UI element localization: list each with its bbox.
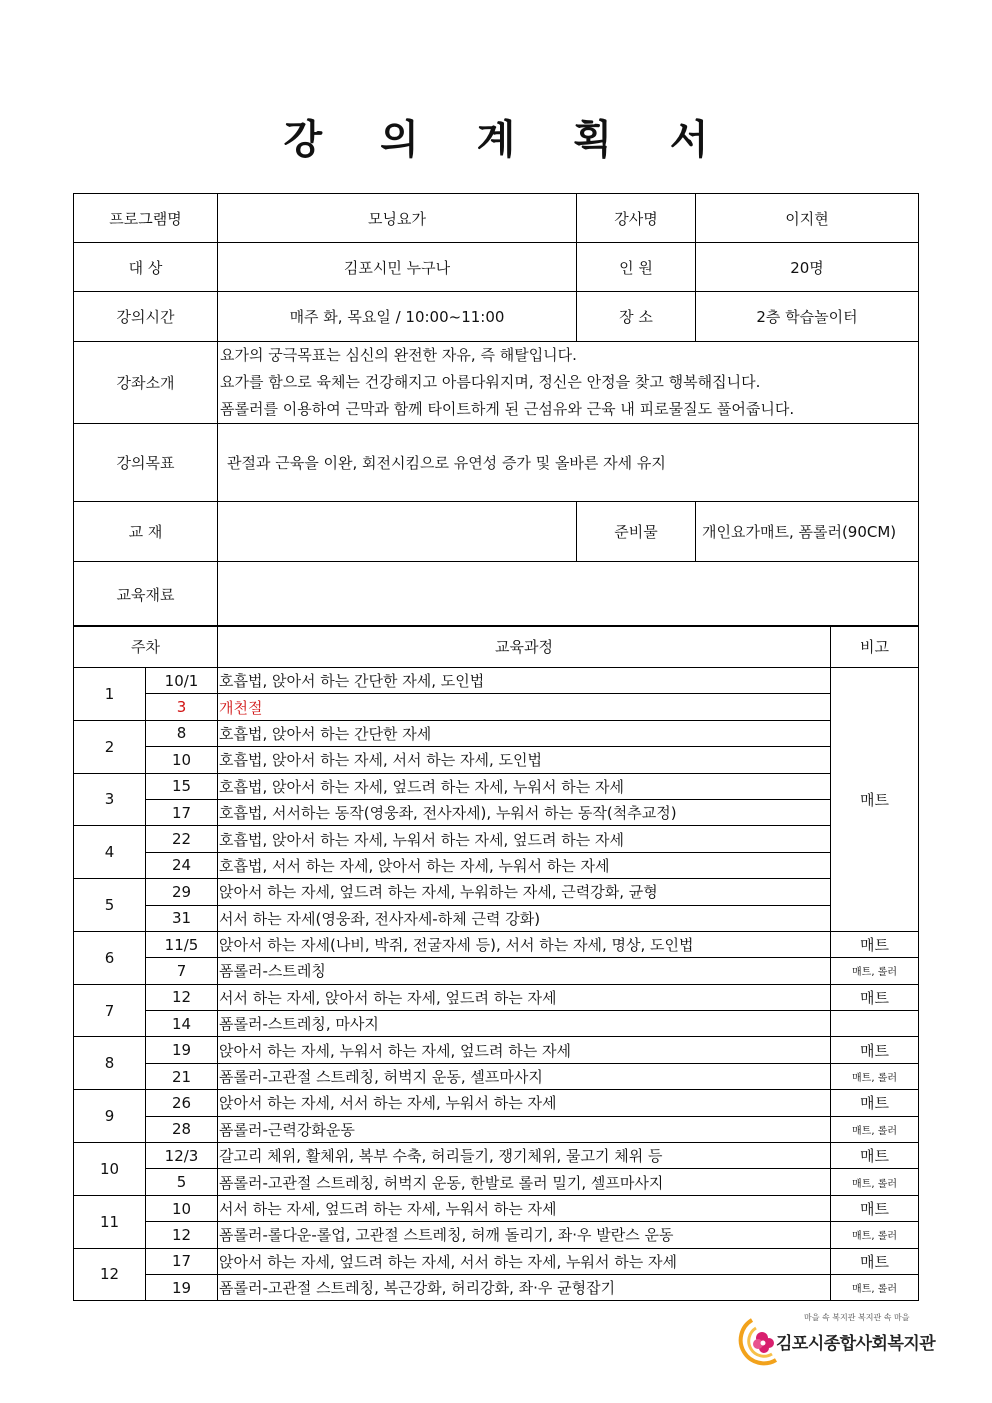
session-content: 폼롤러-고관절 스트레칭, 복근강화, 허리강화, 좌·우 균형잡기 xyxy=(218,1274,831,1300)
week-header: 주차 xyxy=(74,626,218,668)
session-content: 서서 하는 자세(영웅좌, 전사자세-하체 근력 강화) xyxy=(218,905,831,931)
place-value: 2층 학습놀이터 xyxy=(696,292,919,342)
session-content: 폼롤러-근력강화운동 xyxy=(218,1116,831,1142)
session-content: 호흡법, 앉아서 하는 자세, 서서 하는 자세, 도인법 xyxy=(218,747,831,773)
session-content: 앉아서 하는 자세, 서서 하는 자세, 누워서 하는 자세 xyxy=(218,1090,831,1116)
session-content: 호흡법, 앉아서 하는 간단한 자세 xyxy=(218,720,831,746)
week-number: 10 xyxy=(74,1143,146,1196)
note-header: 비고 xyxy=(831,626,919,668)
session-note: 매트 xyxy=(831,668,919,932)
session-date: 7 xyxy=(146,958,218,984)
session-date: 12 xyxy=(146,1222,218,1248)
session-note: 매트 xyxy=(831,931,919,957)
target-value: 김포시민 누구나 xyxy=(218,243,577,292)
session-date: 29 xyxy=(146,879,218,905)
session-note: 매트 xyxy=(831,1195,919,1221)
page-title: 강 의 계 획 서 xyxy=(283,117,731,163)
session-date: 12/3 xyxy=(146,1143,218,1169)
intro-line: 요가의 궁극목표는 심신의 완전한 자유, 즉 해탈입니다. xyxy=(220,346,577,364)
session-date: 17 xyxy=(146,1248,218,1274)
session-date: 10 xyxy=(146,1195,218,1221)
week-number: 2 xyxy=(74,720,146,773)
session-date: 31 xyxy=(146,905,218,931)
session-content: 폼롤러-고관절 스트레칭, 허벅지 운동, 한발로 롤러 밀기, 셀프마사지 xyxy=(218,1169,831,1195)
session-content: 호흡법, 앉아서 하는 자세, 누워서 하는 자세, 엎드려 하는 자세 xyxy=(218,826,831,852)
place-label: 장 소 xyxy=(577,292,696,342)
session-date: 17 xyxy=(146,799,218,825)
session-note: 매트 xyxy=(831,1090,919,1116)
week-number: 8 xyxy=(74,1037,146,1090)
session-content: 앉아서 하는 자세, 누워서 하는 자세, 엎드려 하는 자세 xyxy=(218,1037,831,1063)
session-date: 19 xyxy=(146,1037,218,1063)
session-date: 14 xyxy=(146,1011,218,1037)
goal-label: 강의목표 xyxy=(74,424,218,502)
week-number: 6 xyxy=(74,931,146,984)
intro-line: 폼롤러를 이용하여 근막과 함께 타이트하게 된 근섬유와 근육 내 피로물질도 풀어줍니다. xyxy=(220,400,795,418)
week-number: 12 xyxy=(74,1248,146,1301)
session-note: 매트 xyxy=(831,1143,919,1169)
session-content: 호흡법, 앉아서 하는 자세, 엎드려 하는 자세, 누워서 하는 자세 xyxy=(218,773,831,799)
session-content: 앉아서 하는 자세(나비, 박쥐, 전굴자세 등), 서서 하는 자세, 명상, 도인법 xyxy=(218,931,831,957)
session-note: 매트, 롤러 xyxy=(831,1116,919,1142)
instructor-value: 이지현 xyxy=(696,194,919,243)
session-date: 15 xyxy=(146,773,218,799)
session-content: 갈고리 체위, 활체위, 복부 수축, 허리들기, 쟁기체위, 물고기 체위 등 xyxy=(218,1143,831,1169)
session-content: 개천절 xyxy=(218,694,831,720)
session-note xyxy=(831,1011,919,1037)
materials-label: 교육재료 xyxy=(74,562,218,627)
session-date: 10 xyxy=(146,747,218,773)
session-date: 24 xyxy=(146,852,218,878)
week-number: 9 xyxy=(74,1090,146,1143)
session-date: 21 xyxy=(146,1063,218,1089)
session-content: 앉아서 하는 자세, 엎드려 하는 자세, 누워하는 자세, 근력강화, 균형 xyxy=(218,879,831,905)
session-note: 매트, 롤러 xyxy=(831,1169,919,1195)
session-date: 3 xyxy=(146,694,218,720)
capacity-label: 인 원 xyxy=(577,243,696,292)
session-note: 매트 xyxy=(831,1037,919,1063)
schedule-table xyxy=(73,625,919,1301)
session-content: 호흡법, 서서하는 동작(영웅좌, 전사자세), 누워서 하는 동작(척추교정) xyxy=(218,799,831,825)
supplies-label: 준비물 xyxy=(577,502,696,562)
session-note: 매트, 롤러 xyxy=(831,958,919,984)
capacity-value: 20명 xyxy=(696,243,919,292)
intro-text xyxy=(218,342,919,424)
time-label: 강의시간 xyxy=(74,292,218,342)
session-content: 서서 하는 자세, 엎드려 하는 자세, 누워서 하는 자세 xyxy=(218,1195,831,1221)
week-number: 5 xyxy=(74,879,146,932)
session-content: 폼롤러-스트레칭 xyxy=(218,958,831,984)
course-header: 교육과정 xyxy=(218,626,831,668)
time-value: 매주 화, 목요일 / 10:00~11:00 xyxy=(218,292,577,342)
session-date: 8 xyxy=(146,720,218,746)
session-date: 26 xyxy=(146,1090,218,1116)
week-number: 4 xyxy=(74,826,146,879)
session-date: 10/1 xyxy=(146,668,218,694)
target-label: 대 상 xyxy=(74,243,218,292)
session-note: 매트 xyxy=(831,984,919,1010)
session-content: 앉아서 하는 자세, 엎드려 하는 자세, 서서 하는 자세, 누워서 하는 자세 xyxy=(218,1248,831,1274)
org-logo xyxy=(736,1312,936,1372)
intro-label: 강좌소개 xyxy=(74,342,218,424)
week-number: 11 xyxy=(74,1195,146,1248)
session-date: 28 xyxy=(146,1116,218,1142)
session-content: 폼롤러-롤다운-롤업, 고관절 스트레칭, 허깨 돌리기, 좌·우 발란스 운동 xyxy=(218,1222,831,1248)
program-value: 모닝요가 xyxy=(218,194,577,243)
session-date: 12 xyxy=(146,984,218,1010)
session-note: 매트 xyxy=(831,1248,919,1274)
week-number: 1 xyxy=(74,668,146,721)
session-note: 매트, 롤러 xyxy=(831,1222,919,1248)
instructor-label: 강사명 xyxy=(577,194,696,243)
session-content: 폼롤러-고관절 스트레칭, 허벅지 운동, 셀프마사지 xyxy=(218,1063,831,1089)
session-content: 호흡법, 앉아서 하는 간단한 자세, 도인법 xyxy=(218,668,831,694)
session-date: 19 xyxy=(146,1274,218,1300)
info-table xyxy=(73,193,919,627)
supplies-value: 개인요가매트, 폼롤러(90CM) xyxy=(696,502,919,562)
week-number: 7 xyxy=(74,984,146,1037)
textbook-label: 교 재 xyxy=(74,502,218,562)
session-note: 매트, 롤러 xyxy=(831,1274,919,1300)
org-name: 김포시종합사회복지관 xyxy=(776,1334,936,1354)
textbook-value xyxy=(218,502,577,562)
session-content: 호흡법, 서서 하는 자세, 앉아서 하는 자세, 누워서 하는 자세 xyxy=(218,852,831,878)
session-date: 5 xyxy=(146,1169,218,1195)
program-label: 프로그램명 xyxy=(74,194,218,243)
flower-logo-icon xyxy=(736,1316,780,1370)
session-content: 서서 하는 자세, 앉아서 하는 자세, 엎드려 하는 자세 xyxy=(218,984,831,1010)
materials-value xyxy=(218,562,919,627)
week-number: 3 xyxy=(74,773,146,826)
intro-line: 요가를 함으로 육체는 건강해지고 아름다워지며, 정신은 안정을 찾고 행복해집니다. xyxy=(220,373,761,391)
goal-value: 관절과 근육을 이완, 회전시킴으로 유연성 증가 및 올바른 자세 유지 xyxy=(218,424,919,502)
session-content: 폼롤러-스트레칭, 마사지 xyxy=(218,1011,831,1037)
session-note: 매트, 롤러 xyxy=(831,1063,919,1089)
org-slogan: 마을 속 복지관 복지관 속 마을 xyxy=(804,1313,910,1322)
session-date: 11/5 xyxy=(146,931,218,957)
session-date: 22 xyxy=(146,826,218,852)
